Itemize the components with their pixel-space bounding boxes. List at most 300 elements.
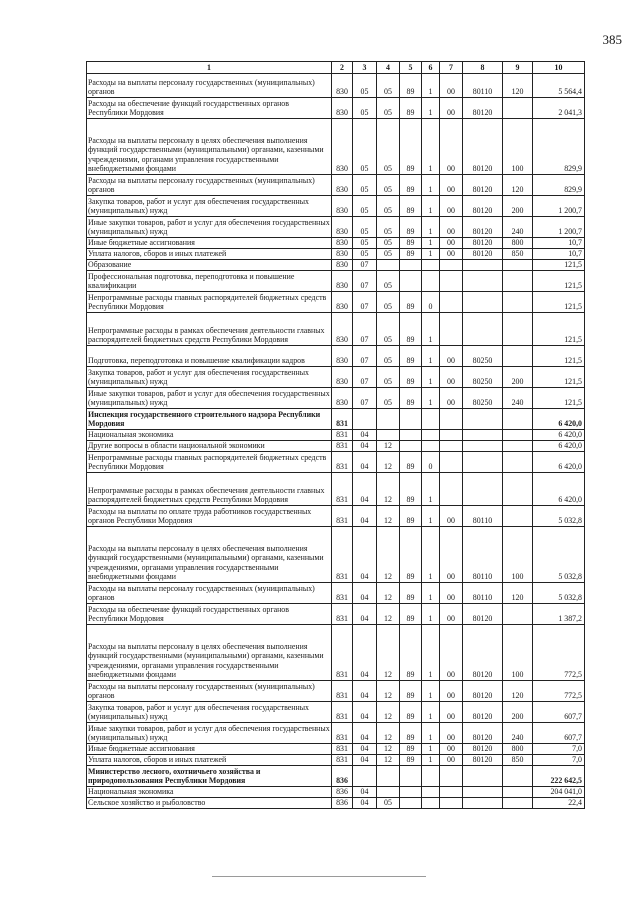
cell-subsection: 12 — [377, 723, 400, 744]
cell-direction — [440, 473, 463, 506]
cell-name: Инспекция государственного строительного надзора Республики Мордовия — [87, 409, 332, 430]
cell-direction: 00 — [440, 74, 463, 98]
cell-expense-type — [503, 260, 533, 271]
cell-admin-code: 831 — [332, 409, 353, 430]
cell-name: Расходы на выплаты персоналу государственных (муниципальных) органов — [87, 681, 332, 702]
cell-direction — [440, 409, 463, 430]
cell-target-code — [463, 473, 503, 506]
cell-program: 89 — [400, 723, 422, 744]
cell-admin-code: 836 — [332, 798, 353, 809]
cell-program: 89 — [400, 506, 422, 527]
cell-section: 04 — [353, 527, 377, 583]
table-row — [87, 388, 585, 409]
cell-program: 89 — [400, 175, 422, 196]
cell-program — [400, 409, 422, 430]
cell-subprogram: 1 — [422, 604, 440, 625]
cell-program: 89 — [400, 583, 422, 604]
cell-subprogram: 1 — [422, 249, 440, 260]
cell-expense-type — [503, 787, 533, 798]
cell-expense-type — [503, 271, 533, 292]
cell-program: 89 — [400, 702, 422, 723]
cell-expense-type: 240 — [503, 723, 533, 744]
cell-name: Иные закупки товаров, работ и услуг для обеспечения государственных (муниципальных) нужд — [88, 723, 330, 743]
cell-amount: 121,5 — [533, 388, 585, 409]
cell-name: Расходы на выплаты по оплате труда работников государственных органов Республики Мордовия — [87, 506, 332, 527]
table-row — [87, 119, 585, 175]
cell-target-code: 80120 — [463, 249, 503, 260]
cell-subsection: 12 — [377, 527, 400, 583]
cell-program: 89 — [400, 527, 422, 583]
cell-section: 04 — [353, 625, 377, 681]
cell-section: 07 — [353, 367, 377, 388]
cell-amount: 6 420,0 — [533, 452, 585, 473]
cell-amount: 5 032,8 — [533, 583, 585, 604]
cell-name: Расходы на выплаты персоналу государственных (муниципальных) органов — [87, 583, 332, 604]
cell-subsection: 05 — [377, 313, 400, 346]
cell-subprogram: 1 — [422, 217, 440, 238]
cell-subsection: 05 — [377, 119, 400, 175]
cell-target-code: 80120 — [463, 681, 503, 702]
cell-admin-code: 836 — [332, 787, 353, 798]
cell-direction — [440, 430, 463, 441]
cell-target-code: 80250 — [463, 346, 503, 367]
cell-amount: 772,5 — [533, 625, 585, 681]
cell-section: 07 — [353, 292, 377, 313]
cell-direction — [440, 798, 463, 809]
cell-target-code: 80110 — [463, 74, 503, 98]
header-cell: 8 — [463, 62, 503, 74]
cell-subprogram: 1 — [422, 74, 440, 98]
cell-subprogram — [422, 430, 440, 441]
cell-amount: 121,5 — [533, 313, 585, 346]
table-row — [87, 74, 585, 98]
cell-admin-code: 830 — [332, 292, 353, 313]
cell-expense-type — [503, 313, 533, 346]
cell-program — [400, 441, 422, 452]
cell-subsection: 12 — [377, 755, 400, 766]
cell-section: 05 — [353, 249, 377, 260]
cell-section: 04 — [353, 441, 377, 452]
cell-name: Иные бюджетные ассигнования — [87, 744, 332, 755]
cell-target-code: 80120 — [463, 604, 503, 625]
cell-name: Образование — [87, 260, 332, 271]
cell-amount: 121,5 — [533, 260, 585, 271]
cell-subsection — [377, 430, 400, 441]
cell-name: Уплата налогов, сборов и иных платежей — [87, 249, 332, 260]
cell-section: 04 — [353, 723, 377, 744]
bottom-divider — [212, 876, 426, 877]
cell-subprogram: 1 — [422, 175, 440, 196]
cell-section: 04 — [353, 506, 377, 527]
cell-subsection: 05 — [377, 346, 400, 367]
cell-amount: 10,7 — [533, 238, 585, 249]
cell-name: Профессиональная подготовка, переподготовка и повышение квалификации — [87, 271, 332, 292]
table-row — [87, 409, 585, 430]
header-cell: 1 — [87, 62, 332, 74]
cell-expense-type: 120 — [503, 175, 533, 196]
cell-expense-type — [503, 441, 533, 452]
cell-program: 89 — [400, 367, 422, 388]
cell-name: Непрограммные расходы главных распорядителей бюджетных средств Республики Мордовия — [87, 452, 332, 473]
cell-subsection: 12 — [377, 452, 400, 473]
cell-section — [353, 409, 377, 430]
cell-admin-code: 830 — [332, 74, 353, 98]
cell-admin-code: 831 — [332, 527, 353, 583]
cell-subsection: 05 — [377, 271, 400, 292]
table-row — [87, 723, 585, 744]
cell-direction: 00 — [440, 119, 463, 175]
cell-direction — [440, 271, 463, 292]
cell-name: Непрограммные расходы в рамках обеспечения деятельности главных распорядителей бюджетных средств Республики Мордовия — [87, 473, 332, 506]
cell-section: 05 — [353, 98, 377, 119]
cell-subsection — [377, 787, 400, 798]
cell-expense-type: 120 — [503, 681, 533, 702]
cell-subsection: 05 — [377, 798, 400, 809]
cell-amount: 7,0 — [533, 744, 585, 755]
cell-subsection: 05 — [377, 238, 400, 249]
cell-subsection: 05 — [377, 175, 400, 196]
cell-program: 89 — [400, 292, 422, 313]
cell-direction: 00 — [440, 217, 463, 238]
header-cell: 7 — [440, 62, 463, 74]
cell-direction: 00 — [440, 367, 463, 388]
cell-expense-type: 800 — [503, 238, 533, 249]
cell-subprogram: 1 — [422, 473, 440, 506]
cell-admin-code: 830 — [332, 260, 353, 271]
cell-target-code: 80110 — [463, 506, 503, 527]
cell-expense-type — [503, 409, 533, 430]
cell-direction: 00 — [440, 388, 463, 409]
cell-target-code — [463, 409, 503, 430]
cell-direction: 00 — [440, 506, 463, 527]
cell-name: Другие вопросы в области национальной экономики — [87, 441, 332, 452]
table-row — [87, 681, 585, 702]
cell-program: 89 — [400, 388, 422, 409]
cell-admin-code: 831 — [332, 583, 353, 604]
cell-program: 89 — [400, 755, 422, 766]
cell-expense-type: 800 — [503, 744, 533, 755]
cell-program: 89 — [400, 74, 422, 98]
cell-subprogram: 1 — [422, 238, 440, 249]
cell-expense-type: 120 — [503, 74, 533, 98]
cell-name: Подготовка, переподготовка и повышение квалификации кадров — [87, 346, 332, 367]
cell-admin-code: 831 — [332, 604, 353, 625]
cell-amount: 5 032,8 — [533, 506, 585, 527]
cell-amount: 121,5 — [533, 271, 585, 292]
cell-direction: 00 — [440, 723, 463, 744]
cell-expense-type — [503, 798, 533, 809]
cell-direction: 00 — [440, 744, 463, 755]
header-cell: 4 — [377, 62, 400, 74]
cell-section: 04 — [353, 452, 377, 473]
cell-amount: 22,4 — [533, 798, 585, 809]
cell-target-code: 80120 — [463, 702, 503, 723]
cell-direction: 00 — [440, 681, 463, 702]
cell-name: Расходы на выплаты персоналу в целях обеспечения выполнения функций государственными (муниципальными) органами, казенными учреждениями, органами управления государственными внебюджетными фондами — [87, 119, 332, 175]
cell-admin-code: 831 — [332, 452, 353, 473]
cell-direction — [440, 292, 463, 313]
cell-subprogram: 0 — [422, 292, 440, 313]
cell-expense-type — [503, 604, 533, 625]
table-row — [87, 175, 585, 196]
cell-subprogram: 1 — [422, 702, 440, 723]
cell-amount: 1 387,2 — [533, 604, 585, 625]
cell-name: Закупка товаров, работ и услуг для обеспечения государственных (муниципальных) нужд — [87, 702, 332, 723]
cell-name: Национальная экономика — [87, 430, 332, 441]
cell-admin-code: 830 — [332, 196, 353, 217]
cell-amount: 6 420,0 — [533, 430, 585, 441]
cell-expense-type: 200 — [503, 367, 533, 388]
cell-target-code — [463, 271, 503, 292]
cell-program: 89 — [400, 238, 422, 249]
cell-subprogram: 1 — [422, 681, 440, 702]
cell-section: 04 — [353, 430, 377, 441]
cell-section: 04 — [353, 702, 377, 723]
cell-name: Национальная экономика — [87, 787, 332, 798]
cell-admin-code: 830 — [332, 217, 353, 238]
cell-admin-code: 831 — [332, 723, 353, 744]
cell-expense-type: 120 — [503, 583, 533, 604]
cell-section: 05 — [353, 196, 377, 217]
cell-name: Уплата налогов, сборов и иных платежей — [87, 755, 332, 766]
header-cell: 3 — [353, 62, 377, 74]
table-row — [87, 196, 585, 217]
cell-target-code: 80120 — [463, 755, 503, 766]
cell-program: 89 — [400, 313, 422, 346]
table-row — [87, 346, 585, 367]
table-row — [87, 702, 585, 723]
cell-subprogram: 1 — [422, 119, 440, 175]
cell-admin-code: 830 — [332, 271, 353, 292]
cell-program: 89 — [400, 473, 422, 506]
cell-program — [400, 798, 422, 809]
table-row — [87, 625, 585, 681]
cell-subprogram — [422, 766, 440, 787]
cell-target-code: 80110 — [463, 583, 503, 604]
cell-subsection: 05 — [377, 388, 400, 409]
cell-direction: 00 — [440, 702, 463, 723]
cell-subsection: 05 — [377, 217, 400, 238]
cell-name: Иные закупки товаров, работ и услуг для обеспечения государственных (муниципальных) нужд — [88, 388, 330, 408]
budget-table — [86, 61, 585, 809]
cell-direction: 00 — [440, 527, 463, 583]
header-cell: 2 — [332, 62, 353, 74]
cell-subprogram: 1 — [422, 367, 440, 388]
cell-target-code: 80120 — [463, 196, 503, 217]
cell-name: Сельское хозяйство и рыболовство — [87, 798, 332, 809]
cell-target-code: 80120 — [463, 217, 503, 238]
cell-target-code — [463, 766, 503, 787]
cell-direction — [440, 452, 463, 473]
cell-name: Непрограммные расходы в рамках обеспечения деятельности главных распорядителей бюджетных средств Республики Мордовия — [87, 313, 332, 346]
header-cell: 10 — [533, 62, 585, 74]
cell-name: Закупка товаров, работ и услуг для обеспечения государственных (муниципальных) нужд — [87, 367, 332, 388]
cell-target-code: 80120 — [463, 98, 503, 119]
cell-subprogram: 1 — [422, 723, 440, 744]
cell-admin-code: 836 — [332, 766, 353, 787]
cell-amount: 829,9 — [533, 175, 585, 196]
cell-program: 89 — [400, 452, 422, 473]
cell-expense-type — [503, 346, 533, 367]
cell-admin-code: 831 — [332, 473, 353, 506]
cell-subsection: 12 — [377, 702, 400, 723]
cell-program: 89 — [400, 346, 422, 367]
cell-name: Расходы на обеспечение функций государственных органов Республики Мордовия — [87, 604, 332, 625]
cell-program — [400, 430, 422, 441]
cell-amount: 204 041,0 — [533, 787, 585, 798]
cell-expense-type — [503, 430, 533, 441]
cell-subsection: 12 — [377, 744, 400, 755]
cell-expense-type — [503, 506, 533, 527]
table-row — [87, 527, 585, 583]
header-cell: 6 — [422, 62, 440, 74]
cell-name: Расходы на выплаты персоналу в целях обеспечения выполнения функций государственными (муниципальными) органами, казенными учреждениями, органами управления государственными внебюджетными фондами — [87, 625, 332, 681]
cell-section: 05 — [353, 238, 377, 249]
cell-admin-code: 831 — [332, 702, 353, 723]
cell-subprogram — [422, 260, 440, 271]
cell-target-code — [463, 441, 503, 452]
cell-direction: 00 — [440, 755, 463, 766]
cell-target-code — [463, 798, 503, 809]
cell-subsection: 12 — [377, 441, 400, 452]
cell-amount: 5 564,4 — [533, 74, 585, 98]
cell-expense-type — [503, 98, 533, 119]
cell-section: 05 — [353, 217, 377, 238]
cell-subprogram — [422, 409, 440, 430]
cell-subsection: 12 — [377, 506, 400, 527]
cell-subsection: 05 — [377, 74, 400, 98]
cell-section: 07 — [353, 271, 377, 292]
cell-admin-code: 831 — [332, 430, 353, 441]
cell-direction: 00 — [440, 625, 463, 681]
cell-subsection: 12 — [377, 681, 400, 702]
cell-program — [400, 787, 422, 798]
cell-subprogram — [422, 441, 440, 452]
cell-target-code — [463, 452, 503, 473]
cell-subprogram: 1 — [422, 625, 440, 681]
table-row — [87, 367, 585, 388]
cell-expense-type: 200 — [503, 196, 533, 217]
cell-target-code — [463, 292, 503, 313]
cell-expense-type: 100 — [503, 625, 533, 681]
cell-direction — [440, 260, 463, 271]
cell-section: 05 — [353, 74, 377, 98]
table-header-row — [87, 62, 585, 74]
cell-name: Расходы на выплаты персоналу государственных (муниципальных) органов — [87, 74, 332, 98]
cell-subprogram: 1 — [422, 388, 440, 409]
cell-subprogram — [422, 798, 440, 809]
cell-subprogram: 1 — [422, 527, 440, 583]
cell-program: 89 — [400, 119, 422, 175]
cell-subsection: 12 — [377, 625, 400, 681]
cell-subprogram: 1 — [422, 346, 440, 367]
cell-direction — [440, 787, 463, 798]
cell-target-code — [463, 260, 503, 271]
cell-subprogram: 1 — [422, 744, 440, 755]
cell-amount: 607,7 — [533, 702, 585, 723]
cell-target-code — [463, 787, 503, 798]
cell-program — [400, 766, 422, 787]
cell-subprogram: 0 — [422, 452, 440, 473]
cell-subsection: 05 — [377, 249, 400, 260]
cell-name: Непрограммные расходы главных распорядителей бюджетных средств Республики Мордовия — [87, 292, 332, 313]
cell-direction — [440, 766, 463, 787]
cell-program: 89 — [400, 196, 422, 217]
cell-section: 07 — [353, 260, 377, 271]
table-row — [87, 506, 585, 527]
cell-program: 89 — [400, 604, 422, 625]
cell-direction — [440, 441, 463, 452]
cell-section: 05 — [353, 175, 377, 196]
cell-amount: 6 420,0 — [533, 409, 585, 430]
table-row — [87, 766, 585, 787]
cell-subsection: 05 — [377, 98, 400, 119]
cell-admin-code: 831 — [332, 506, 353, 527]
cell-admin-code: 831 — [332, 441, 353, 452]
table-row — [87, 98, 585, 119]
cell-name: Расходы на выплаты персоналу государственных (муниципальных) органов — [87, 175, 332, 196]
cell-subsection — [377, 766, 400, 787]
cell-amount: 5 032,8 — [533, 527, 585, 583]
cell-direction: 00 — [440, 175, 463, 196]
cell-section: 04 — [353, 787, 377, 798]
cell-target-code — [463, 430, 503, 441]
cell-subprogram: 1 — [422, 196, 440, 217]
table-row — [87, 604, 585, 625]
page-number: 385 — [602, 32, 622, 47]
table-row — [87, 441, 585, 452]
cell-direction: 00 — [440, 196, 463, 217]
cell-admin-code: 830 — [332, 249, 353, 260]
header-cell: 9 — [503, 62, 533, 74]
cell-expense-type — [503, 473, 533, 506]
cell-amount: 772,5 — [533, 681, 585, 702]
cell-target-code: 80250 — [463, 367, 503, 388]
cell-admin-code: 830 — [332, 238, 353, 249]
table-body — [87, 74, 585, 809]
cell-admin-code: 830 — [332, 367, 353, 388]
cell-admin-code: 831 — [332, 755, 353, 766]
table-row — [87, 217, 585, 238]
cell-amount: 222 642,5 — [533, 766, 585, 787]
cell-section: 04 — [353, 473, 377, 506]
cell-target-code: 80110 — [463, 527, 503, 583]
cell-program: 89 — [400, 249, 422, 260]
cell-admin-code: 830 — [332, 346, 353, 367]
cell-admin-code: 830 — [332, 98, 353, 119]
cell-subprogram: 1 — [422, 313, 440, 346]
cell-program: 89 — [400, 625, 422, 681]
cell-direction: 00 — [440, 346, 463, 367]
table-row — [87, 260, 585, 271]
table-row — [87, 238, 585, 249]
cell-expense-type — [503, 292, 533, 313]
cell-admin-code: 831 — [332, 625, 353, 681]
cell-subprogram — [422, 787, 440, 798]
cell-subsection: 12 — [377, 604, 400, 625]
cell-direction — [440, 313, 463, 346]
cell-section: 04 — [353, 755, 377, 766]
cell-target-code: 80250 — [463, 388, 503, 409]
cell-section: 07 — [353, 346, 377, 367]
table-row — [87, 430, 585, 441]
cell-target-code: 80120 — [463, 238, 503, 249]
cell-subprogram: 1 — [422, 583, 440, 604]
cell-amount: 1 200,7 — [533, 217, 585, 238]
cell-section: 04 — [353, 604, 377, 625]
cell-amount: 6 420,0 — [533, 441, 585, 452]
cell-amount: 829,9 — [533, 119, 585, 175]
